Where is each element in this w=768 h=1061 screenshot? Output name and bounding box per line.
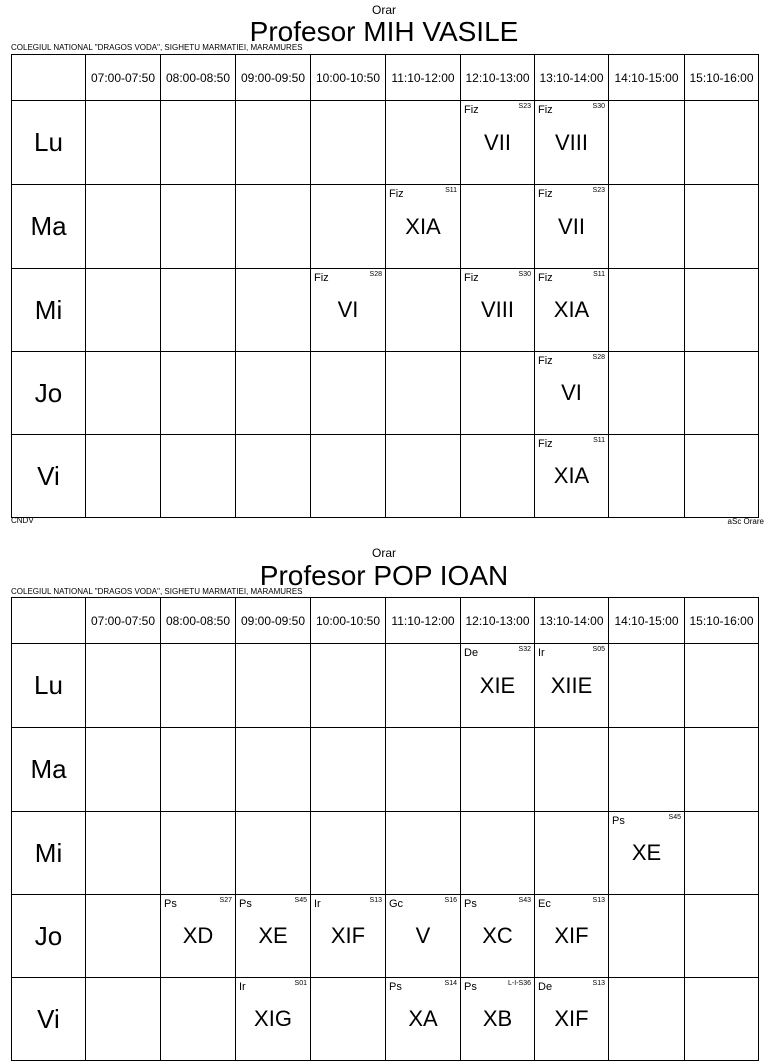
empty-cell xyxy=(685,644,759,728)
school-name: COLEGIUL NATIONAL "DRAGOS VODA", SIGHETU MARMATIEI, MARAMURES xyxy=(11,587,303,596)
room-code: S28 xyxy=(592,354,605,361)
time-slot-header: 12:10-13:00 xyxy=(461,55,535,101)
room-code: S28 xyxy=(369,271,382,278)
room-code: S32 xyxy=(518,646,531,653)
class-name: XC xyxy=(482,923,513,948)
empty-cell xyxy=(86,895,161,978)
time-slot-header: 09:00-09:50 xyxy=(236,55,311,101)
subject-code: Ec xyxy=(538,898,551,910)
empty-cell xyxy=(685,435,759,518)
day-row xyxy=(12,101,759,185)
lesson-cell xyxy=(535,185,609,269)
empty-cell xyxy=(609,435,685,518)
room-code: S45 xyxy=(294,897,307,904)
empty-cell xyxy=(609,185,685,269)
lesson-cell xyxy=(461,644,535,728)
empty-cell xyxy=(461,728,535,812)
class-name: XA xyxy=(408,1006,438,1031)
room-code: S11 xyxy=(593,437,605,444)
timetable-grid xyxy=(11,597,759,1061)
day-label: Ma xyxy=(12,728,86,812)
empty-cell xyxy=(609,978,685,1061)
empty-cell xyxy=(311,644,386,728)
empty-cell xyxy=(609,728,685,812)
footer-left: CNDV xyxy=(11,516,34,525)
room-code: S13 xyxy=(592,980,605,987)
time-slot-header: 08:00-08:50 xyxy=(161,55,236,101)
lesson-cell xyxy=(535,101,609,185)
footer-right: aSc Orare xyxy=(727,517,764,526)
room-code: S11 xyxy=(445,187,457,194)
subject-code: Fiz xyxy=(538,272,553,284)
room-code: S27 xyxy=(219,897,232,904)
empty-cell xyxy=(386,812,461,895)
corner-cell xyxy=(12,55,86,101)
lesson-cell xyxy=(461,269,535,352)
timetable-grid xyxy=(11,54,759,518)
empty-cell xyxy=(311,812,386,895)
time-slot-header: 13:10-14:00 xyxy=(535,598,609,644)
day-label: Jo xyxy=(12,895,86,978)
day-label: Mi xyxy=(12,269,86,352)
time-slot-header: 10:00-10:50 xyxy=(311,598,386,644)
empty-cell xyxy=(386,644,461,728)
empty-cell xyxy=(311,185,386,269)
empty-cell xyxy=(86,644,161,728)
empty-cell xyxy=(86,101,161,185)
subject-code: Fiz xyxy=(389,188,404,200)
lesson-cell xyxy=(535,352,609,435)
room-code: S30 xyxy=(592,103,605,110)
room-code: S45 xyxy=(668,814,681,821)
empty-cell xyxy=(386,728,461,812)
empty-cell xyxy=(609,352,685,435)
sheet-label: Orar xyxy=(372,3,396,17)
empty-cell xyxy=(685,812,759,895)
empty-cell xyxy=(535,728,609,812)
time-slot-header: 07:00-07:50 xyxy=(86,598,161,644)
lesson-cell xyxy=(161,895,236,978)
empty-cell xyxy=(609,895,685,978)
subject-code: Ir xyxy=(239,981,246,993)
empty-cell xyxy=(86,978,161,1061)
subject-code: De xyxy=(538,981,553,993)
day-row xyxy=(12,185,759,269)
empty-cell xyxy=(86,435,161,518)
lesson-cell xyxy=(535,895,609,978)
empty-cell xyxy=(461,185,535,269)
empty-cell xyxy=(609,269,685,352)
teacher-title: Profesor MIH VASILE xyxy=(249,16,519,47)
class-name: XIA xyxy=(553,297,590,322)
empty-cell xyxy=(86,269,161,352)
subject-code: Fiz xyxy=(314,272,329,284)
room-code: L-I-S36 xyxy=(508,980,531,987)
class-name: XIF xyxy=(330,923,366,948)
empty-cell xyxy=(311,101,386,185)
teacher-title: Profesor POP IOAN xyxy=(259,560,509,591)
day-label: Ma xyxy=(12,185,86,269)
day-label: Lu xyxy=(12,101,86,185)
class-name: XIF xyxy=(554,1006,589,1031)
class-name: XIIE xyxy=(550,672,593,698)
class-name: VII xyxy=(484,129,511,155)
room-code: S43 xyxy=(518,897,531,904)
day-label: Vi xyxy=(12,435,86,518)
day-row xyxy=(12,644,759,728)
sheet-label: Orar xyxy=(372,546,396,560)
empty-cell xyxy=(236,352,311,435)
lesson-cell xyxy=(535,978,609,1061)
subject-code: Ir xyxy=(538,647,545,659)
lesson-cell xyxy=(461,895,535,978)
lesson-cell xyxy=(461,101,535,185)
day-label: Mi xyxy=(12,812,86,895)
empty-cell xyxy=(161,812,236,895)
subject-code: Fiz xyxy=(538,438,553,450)
time-slot-header: 13:10-14:00 xyxy=(535,55,609,101)
empty-cell xyxy=(609,644,685,728)
subject-code: Ps xyxy=(464,898,477,910)
class-name: XIA xyxy=(405,213,441,239)
class-name: XE xyxy=(258,923,288,948)
empty-cell xyxy=(386,435,461,518)
lesson-cell xyxy=(236,978,311,1061)
day-row xyxy=(12,728,759,812)
room-code: S13 xyxy=(369,897,382,904)
header-row xyxy=(12,598,759,644)
class-name: XE xyxy=(631,840,662,865)
day-row xyxy=(12,269,759,352)
subject-code: Fiz xyxy=(464,104,479,116)
empty-cell xyxy=(685,101,759,185)
subject-code: Gc xyxy=(389,898,404,910)
time-slot-header: 07:00-07:50 xyxy=(86,55,161,101)
subject-code: Ps xyxy=(464,981,477,993)
lesson-cell xyxy=(311,269,386,352)
empty-cell xyxy=(86,728,161,812)
day-row xyxy=(12,352,759,435)
subject-code: Ps xyxy=(164,898,177,910)
room-code: S23 xyxy=(518,103,531,110)
subject-code: Ps xyxy=(389,981,402,993)
empty-cell xyxy=(161,352,236,435)
empty-cell xyxy=(609,101,685,185)
empty-cell xyxy=(685,352,759,435)
lesson-cell xyxy=(535,269,609,352)
time-slot-header: 11:10-12:00 xyxy=(386,55,461,101)
time-slot-header: 15:10-16:00 xyxy=(685,55,759,101)
empty-cell xyxy=(161,435,236,518)
subject-code: Fiz xyxy=(464,272,479,284)
lesson-cell xyxy=(311,895,386,978)
lesson-cell xyxy=(386,895,461,978)
lesson-cell xyxy=(386,185,461,269)
empty-cell xyxy=(236,269,311,352)
empty-cell xyxy=(685,185,759,269)
empty-cell xyxy=(161,978,236,1061)
class-name: XB xyxy=(482,1006,513,1031)
empty-cell xyxy=(161,185,236,269)
lesson-cell xyxy=(386,978,461,1061)
class-name: VIII xyxy=(554,129,588,155)
day-label: Lu xyxy=(12,644,86,728)
subject-code: Ps xyxy=(612,815,625,827)
empty-cell xyxy=(685,895,759,978)
time-slot-header: 15:10-16:00 xyxy=(685,598,759,644)
empty-cell xyxy=(236,435,311,518)
subject-code: Ir xyxy=(314,898,321,910)
subject-code: Fiz xyxy=(538,104,553,116)
header-row xyxy=(12,55,759,101)
class-name: V xyxy=(415,923,431,948)
empty-cell xyxy=(311,352,386,435)
lesson-cell xyxy=(609,812,685,895)
day-row xyxy=(12,435,759,518)
empty-cell xyxy=(461,812,535,895)
empty-cell xyxy=(311,978,386,1061)
lesson-cell xyxy=(236,895,311,978)
empty-cell xyxy=(86,185,161,269)
empty-cell xyxy=(535,812,609,895)
room-code: S23 xyxy=(592,187,605,194)
empty-cell xyxy=(236,101,311,185)
class-name: VIII xyxy=(480,297,514,322)
empty-cell xyxy=(685,728,759,812)
empty-cell xyxy=(236,728,311,812)
subject-code: Ps xyxy=(239,898,252,910)
empty-cell xyxy=(161,728,236,812)
room-code: S16 xyxy=(444,897,457,904)
time-slot-header: 14:10-15:00 xyxy=(609,598,685,644)
class-name: VI xyxy=(337,297,359,322)
empty-cell xyxy=(86,352,161,435)
time-slot-header: 08:00-08:50 xyxy=(161,598,236,644)
class-name: VII xyxy=(558,213,585,239)
lesson-cell xyxy=(535,644,609,728)
corner-cell xyxy=(12,598,86,644)
class-name: XIF xyxy=(554,923,589,948)
subject-code: Fiz xyxy=(538,355,553,367)
class-name: XIG xyxy=(254,1006,292,1031)
empty-cell xyxy=(685,269,759,352)
room-code: S01 xyxy=(294,980,307,987)
day-row xyxy=(12,895,759,978)
empty-cell xyxy=(161,269,236,352)
empty-cell xyxy=(161,101,236,185)
time-slot-header: 11:10-12:00 xyxy=(386,598,461,644)
day-row xyxy=(12,812,759,895)
empty-cell xyxy=(386,352,461,435)
empty-cell xyxy=(461,435,535,518)
day-label: Vi xyxy=(12,978,86,1061)
empty-cell xyxy=(386,269,461,352)
lesson-cell xyxy=(461,978,535,1061)
empty-cell xyxy=(236,185,311,269)
day-label: Jo xyxy=(12,352,86,435)
time-slot-header: 09:00-09:50 xyxy=(236,598,311,644)
empty-cell xyxy=(461,352,535,435)
lesson-cell xyxy=(535,435,609,518)
time-slot-header: 12:10-13:00 xyxy=(461,598,535,644)
room-code: S13 xyxy=(592,897,605,904)
school-name: COLEGIUL NATIONAL "DRAGOS VODA", SIGHETU MARMATIEI, MARAMURES xyxy=(11,43,303,52)
subject-code: De xyxy=(464,647,479,659)
time-slot-header: 14:10-15:00 xyxy=(609,55,685,101)
empty-cell xyxy=(685,978,759,1061)
empty-cell xyxy=(236,644,311,728)
room-code: S05 xyxy=(592,646,605,653)
class-name: XD xyxy=(182,923,214,948)
empty-cell xyxy=(311,435,386,518)
time-slot-header: 10:00-10:50 xyxy=(311,55,386,101)
empty-cell xyxy=(161,644,236,728)
empty-cell xyxy=(86,812,161,895)
empty-cell xyxy=(236,812,311,895)
empty-cell xyxy=(386,101,461,185)
room-code: S30 xyxy=(518,271,531,278)
subject-code: Fiz xyxy=(538,188,553,200)
room-code: S11 xyxy=(593,271,605,278)
day-row xyxy=(12,978,759,1061)
room-code: S14 xyxy=(444,980,457,987)
class-name: VI xyxy=(561,380,582,405)
empty-cell xyxy=(311,728,386,812)
class-name: XIE xyxy=(479,672,516,698)
class-name: XIA xyxy=(553,463,590,488)
